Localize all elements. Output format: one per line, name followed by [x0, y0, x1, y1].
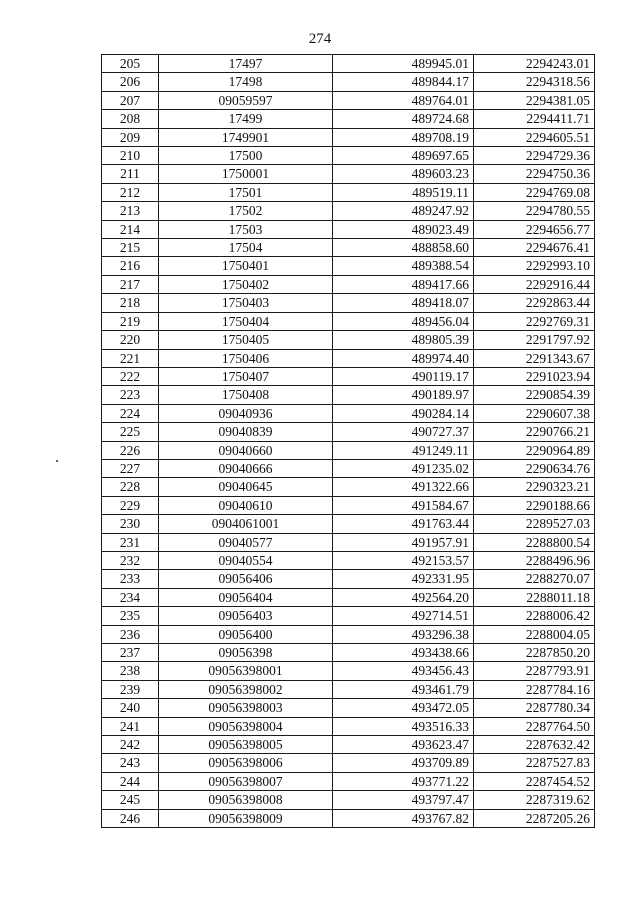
y-coordinate-cell: 2290854.39: [474, 386, 595, 404]
y-coordinate-cell: 2290634.76: [474, 459, 595, 477]
point-id-cell: 09040577: [159, 533, 333, 551]
x-coordinate-cell: 489388.54: [333, 257, 474, 275]
point-id-cell: 1750404: [159, 312, 333, 330]
row-number-cell: 227: [102, 459, 159, 477]
row-number-cell: 238: [102, 662, 159, 680]
row-number-cell: 229: [102, 496, 159, 514]
table-row: [102, 386, 595, 404]
x-coordinate-cell: 493797.47: [333, 791, 474, 809]
table-row: [102, 717, 595, 735]
point-id-cell: 09056400: [159, 625, 333, 643]
row-number-cell: 206: [102, 73, 159, 91]
y-coordinate-cell: 2289527.03: [474, 515, 595, 533]
point-id-cell: 09056404: [159, 588, 333, 606]
x-coordinate-cell: 493438.66: [333, 644, 474, 662]
row-number-cell: 231: [102, 533, 159, 551]
row-number-cell: 214: [102, 220, 159, 238]
x-coordinate-cell: 489974.40: [333, 349, 474, 367]
row-number-cell: 224: [102, 404, 159, 422]
point-id-cell: 09056398007: [159, 772, 333, 790]
row-number-cell: 230: [102, 515, 159, 533]
y-coordinate-cell: 2291023.94: [474, 367, 595, 385]
y-coordinate-cell: 2294318.56: [474, 73, 595, 91]
x-coordinate-cell: 489805.39: [333, 331, 474, 349]
x-coordinate-cell: 493709.89: [333, 754, 474, 772]
table-row: [102, 183, 595, 201]
point-id-cell: 17497: [159, 55, 333, 73]
row-number-cell: 219: [102, 312, 159, 330]
y-coordinate-cell: 2292916.44: [474, 275, 595, 293]
y-coordinate-cell: 2294729.36: [474, 147, 595, 165]
row-number-cell: 241: [102, 717, 159, 735]
coordinates-table-body: [102, 55, 595, 828]
point-id-cell: 17500: [159, 147, 333, 165]
y-coordinate-cell: 2287527.83: [474, 754, 595, 772]
point-id-cell: 0904061001: [159, 515, 333, 533]
y-coordinate-cell: 2287784.16: [474, 680, 595, 698]
x-coordinate-cell: 491322.66: [333, 478, 474, 496]
row-number-cell: 212: [102, 183, 159, 201]
table-row: [102, 478, 595, 496]
y-coordinate-cell: 2291797.92: [474, 331, 595, 349]
y-coordinate-cell: 2290188.66: [474, 496, 595, 514]
x-coordinate-cell: 489418.07: [333, 294, 474, 312]
table-row: [102, 220, 595, 238]
x-coordinate-cell: 490727.37: [333, 423, 474, 441]
coordinates-table: [101, 54, 595, 828]
point-id-cell: 1750402: [159, 275, 333, 293]
row-number-cell: 222: [102, 367, 159, 385]
point-id-cell: 09040936: [159, 404, 333, 422]
row-number-cell: 215: [102, 239, 159, 257]
point-id-cell: 09040554: [159, 551, 333, 569]
row-number-cell: 228: [102, 478, 159, 496]
point-id-cell: 09056398002: [159, 680, 333, 698]
table-row: [102, 680, 595, 698]
table-row: [102, 772, 595, 790]
x-coordinate-cell: 493623.47: [333, 736, 474, 754]
y-coordinate-cell: 2294656.77: [474, 220, 595, 238]
table-row: [102, 367, 595, 385]
point-id-cell: 09056398001: [159, 662, 333, 680]
x-coordinate-cell: 491763.44: [333, 515, 474, 533]
y-coordinate-cell: 2294411.71: [474, 110, 595, 128]
y-coordinate-cell: 2294243.01: [474, 55, 595, 73]
x-coordinate-cell: 489603.23: [333, 165, 474, 183]
table-row: [102, 331, 595, 349]
y-coordinate-cell: 2288270.07: [474, 570, 595, 588]
y-coordinate-cell: 2294676.41: [474, 239, 595, 257]
table-row: [102, 662, 595, 680]
y-coordinate-cell: 2290766.21: [474, 423, 595, 441]
x-coordinate-cell: 492714.51: [333, 607, 474, 625]
row-number-cell: 236: [102, 625, 159, 643]
y-coordinate-cell: 2287632.42: [474, 736, 595, 754]
table-row: [102, 791, 595, 809]
table-row: [102, 312, 595, 330]
row-number-cell: 234: [102, 588, 159, 606]
x-coordinate-cell: 489417.66: [333, 275, 474, 293]
row-number-cell: 218: [102, 294, 159, 312]
x-coordinate-cell: 489844.17: [333, 73, 474, 91]
x-coordinate-cell: 493516.33: [333, 717, 474, 735]
margin-mark: [56, 460, 58, 462]
table-row: [102, 754, 595, 772]
y-coordinate-cell: 2287793.91: [474, 662, 595, 680]
y-coordinate-cell: 2291343.67: [474, 349, 595, 367]
table-row: [102, 607, 595, 625]
y-coordinate-cell: 2288496.96: [474, 551, 595, 569]
y-coordinate-cell: 2290607.38: [474, 404, 595, 422]
table-row: [102, 736, 595, 754]
table-row: [102, 239, 595, 257]
x-coordinate-cell: 489519.11: [333, 183, 474, 201]
row-number-cell: 233: [102, 570, 159, 588]
y-coordinate-cell: 2287780.34: [474, 699, 595, 717]
point-id-cell: 09056398003: [159, 699, 333, 717]
y-coordinate-cell: 2290964.89: [474, 441, 595, 459]
point-id-cell: 17501: [159, 183, 333, 201]
x-coordinate-cell: 489708.19: [333, 128, 474, 146]
row-number-cell: 217: [102, 275, 159, 293]
point-id-cell: 1749901: [159, 128, 333, 146]
point-id-cell: 09056398: [159, 644, 333, 662]
table-row: [102, 404, 595, 422]
point-id-cell: 09040666: [159, 459, 333, 477]
table-row: [102, 533, 595, 551]
point-id-cell: 17498: [159, 73, 333, 91]
point-id-cell: 09056403: [159, 607, 333, 625]
y-coordinate-cell: 2292993.10: [474, 257, 595, 275]
point-id-cell: 1750406: [159, 349, 333, 367]
row-number-cell: 223: [102, 386, 159, 404]
y-coordinate-cell: 2287454.52: [474, 772, 595, 790]
x-coordinate-cell: 493296.38: [333, 625, 474, 643]
page-number: 274: [308, 31, 332, 47]
x-coordinate-cell: 489945.01: [333, 55, 474, 73]
table-row: [102, 459, 595, 477]
table-row: [102, 147, 595, 165]
point-id-cell: 09056398009: [159, 809, 333, 827]
row-number-cell: 226: [102, 441, 159, 459]
point-id-cell: 09056398005: [159, 736, 333, 754]
row-number-cell: 220: [102, 331, 159, 349]
x-coordinate-cell: 489724.68: [333, 110, 474, 128]
x-coordinate-cell: 489697.65: [333, 147, 474, 165]
x-coordinate-cell: 493456.43: [333, 662, 474, 680]
y-coordinate-cell: 2287205.26: [474, 809, 595, 827]
point-id-cell: 09059597: [159, 91, 333, 109]
table-row: [102, 294, 595, 312]
point-id-cell: 1750001: [159, 165, 333, 183]
x-coordinate-cell: 489247.92: [333, 202, 474, 220]
point-id-cell: 09056406: [159, 570, 333, 588]
y-coordinate-cell: 2292769.31: [474, 312, 595, 330]
row-number-cell: 221: [102, 349, 159, 367]
table-row: [102, 551, 595, 569]
table-row: [102, 257, 595, 275]
table-row: [102, 73, 595, 91]
point-id-cell: 1750403: [159, 294, 333, 312]
row-number-cell: 242: [102, 736, 159, 754]
table-row: [102, 91, 595, 109]
table-row: [102, 496, 595, 514]
point-id-cell: 09040610: [159, 496, 333, 514]
row-number-cell: 205: [102, 55, 159, 73]
y-coordinate-cell: 2288800.54: [474, 533, 595, 551]
table-row: [102, 625, 595, 643]
table-row: [102, 110, 595, 128]
row-number-cell: 239: [102, 680, 159, 698]
row-number-cell: 216: [102, 257, 159, 275]
row-number-cell: 225: [102, 423, 159, 441]
table-row: [102, 809, 595, 827]
row-number-cell: 208: [102, 110, 159, 128]
x-coordinate-cell: 491235.02: [333, 459, 474, 477]
row-number-cell: 211: [102, 165, 159, 183]
table-row: [102, 275, 595, 293]
point-id-cell: 17499: [159, 110, 333, 128]
x-coordinate-cell: 489023.49: [333, 220, 474, 238]
table-row: [102, 570, 595, 588]
y-coordinate-cell: 2292863.44: [474, 294, 595, 312]
point-id-cell: 17504: [159, 239, 333, 257]
y-coordinate-cell: 2294750.36: [474, 165, 595, 183]
table-row: [102, 515, 595, 533]
x-coordinate-cell: 493771.22: [333, 772, 474, 790]
y-coordinate-cell: 2294769.08: [474, 183, 595, 201]
x-coordinate-cell: 489456.04: [333, 312, 474, 330]
point-id-cell: 09040660: [159, 441, 333, 459]
point-id-cell: 09056398004: [159, 717, 333, 735]
x-coordinate-cell: 491957.91: [333, 533, 474, 551]
row-number-cell: 209: [102, 128, 159, 146]
row-number-cell: 240: [102, 699, 159, 717]
table-row: [102, 165, 595, 183]
x-coordinate-cell: 493767.82: [333, 809, 474, 827]
x-coordinate-cell: 493461.79: [333, 680, 474, 698]
y-coordinate-cell: 2288006.42: [474, 607, 595, 625]
y-coordinate-cell: 2287850.20: [474, 644, 595, 662]
y-coordinate-cell: 2288011.18: [474, 588, 595, 606]
table-row: [102, 202, 595, 220]
point-id-cell: 09056398008: [159, 791, 333, 809]
table-row: [102, 588, 595, 606]
row-number-cell: 207: [102, 91, 159, 109]
x-coordinate-cell: 490119.17: [333, 367, 474, 385]
row-number-cell: 237: [102, 644, 159, 662]
point-id-cell: 09056398006: [159, 754, 333, 772]
point-id-cell: 09040645: [159, 478, 333, 496]
x-coordinate-cell: 490189.97: [333, 386, 474, 404]
x-coordinate-cell: 492331.95: [333, 570, 474, 588]
y-coordinate-cell: 2287319.62: [474, 791, 595, 809]
y-coordinate-cell: 2288004.05: [474, 625, 595, 643]
point-id-cell: 1750407: [159, 367, 333, 385]
table-row: [102, 441, 595, 459]
table-row: [102, 423, 595, 441]
point-id-cell: 17502: [159, 202, 333, 220]
x-coordinate-cell: 492564.20: [333, 588, 474, 606]
row-number-cell: 210: [102, 147, 159, 165]
point-id-cell: 09040839: [159, 423, 333, 441]
row-number-cell: 243: [102, 754, 159, 772]
y-coordinate-cell: 2290323.21: [474, 478, 595, 496]
table-row: [102, 644, 595, 662]
point-id-cell: 1750401: [159, 257, 333, 275]
row-number-cell: 235: [102, 607, 159, 625]
x-coordinate-cell: 492153.57: [333, 551, 474, 569]
y-coordinate-cell: 2294381.05: [474, 91, 595, 109]
x-coordinate-cell: 491584.67: [333, 496, 474, 514]
table-row: [102, 128, 595, 146]
point-id-cell: 1750408: [159, 386, 333, 404]
x-coordinate-cell: 493472.05: [333, 699, 474, 717]
y-coordinate-cell: 2294605.51: [474, 128, 595, 146]
x-coordinate-cell: 489764.01: [333, 91, 474, 109]
row-number-cell: 213: [102, 202, 159, 220]
x-coordinate-cell: 490284.14: [333, 404, 474, 422]
row-number-cell: 245: [102, 791, 159, 809]
row-number-cell: 232: [102, 551, 159, 569]
table-row: [102, 55, 595, 73]
y-coordinate-cell: 2294780.55: [474, 202, 595, 220]
row-number-cell: 246: [102, 809, 159, 827]
table-row: [102, 699, 595, 717]
row-number-cell: 244: [102, 772, 159, 790]
y-coordinate-cell: 2287764.50: [474, 717, 595, 735]
table-row: [102, 349, 595, 367]
x-coordinate-cell: 491249.11: [333, 441, 474, 459]
point-id-cell: 17503: [159, 220, 333, 238]
point-id-cell: 1750405: [159, 331, 333, 349]
x-coordinate-cell: 488858.60: [333, 239, 474, 257]
